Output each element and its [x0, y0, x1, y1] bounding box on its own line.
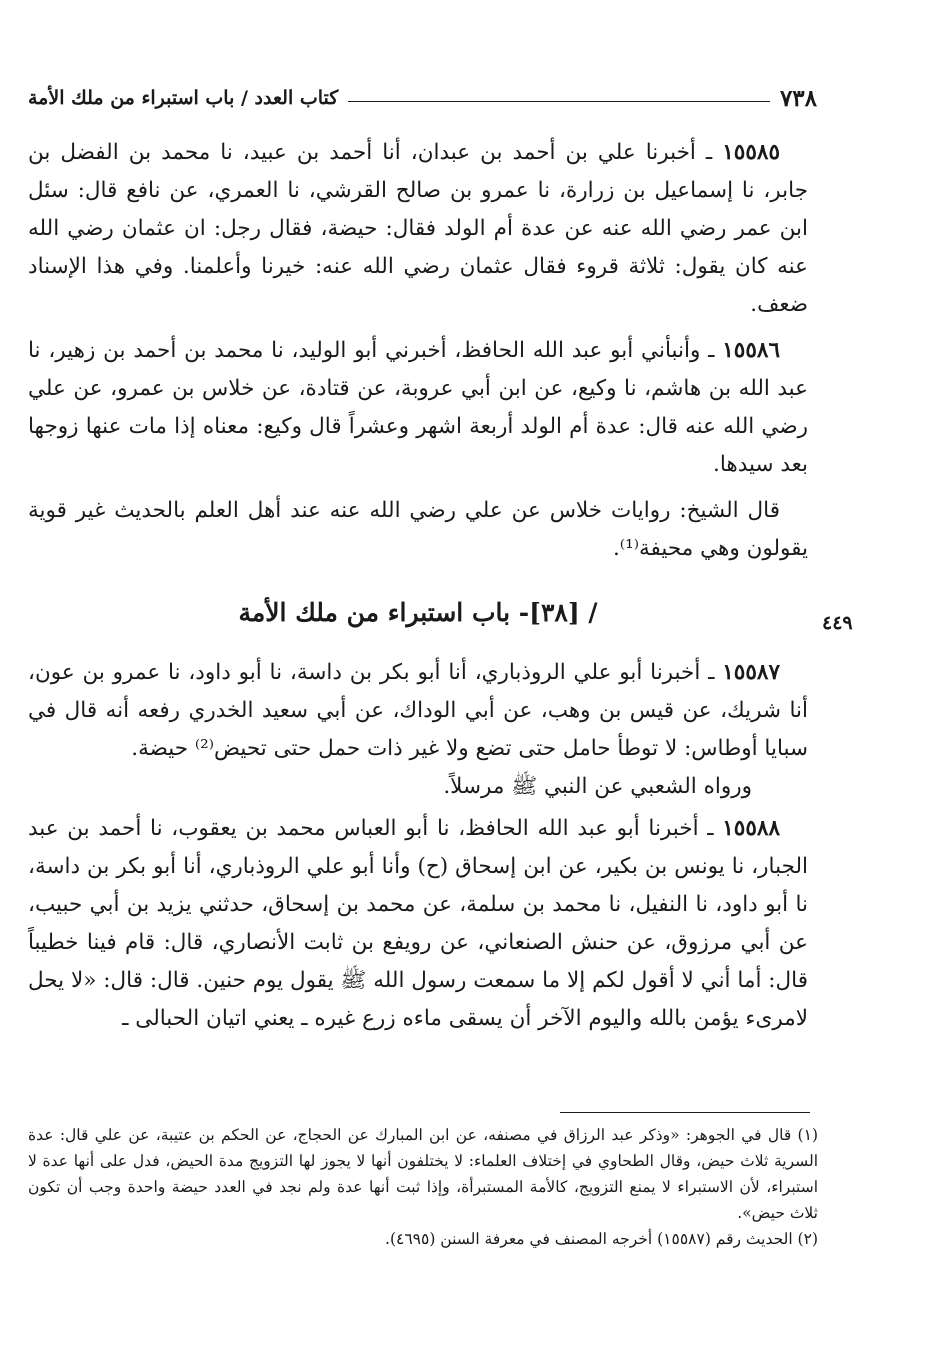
page-number: ٧٣٨	[779, 84, 817, 112]
margin-page-number: ٤٤٩	[822, 612, 853, 634]
hadith-number: ١٥٥٨٧	[722, 660, 780, 685]
note-text: ورواه الشعبي عن النبي ﷺ مرسلاً.	[443, 774, 752, 799]
section-heading: / [٣٨]- باب استبراء من ملك الأمة	[238, 598, 598, 627]
hadith-text: ـ وأنبأني أبو عبد الله الحافظ، أخبرني أبو الوليد، نا محمد بن أحمد بن زهير، نا عبد الله بن هاشم، نا وكيع، عن ابن أبي عروبة، عن قتادة، عن خلاس بن عمرو، عن علي رضي الله عنه قال: عدة أم الولد أربعة اشهر وعشراً قال وكيع: معناه إذا مات عنها زوجها بعد سيدها.	[28, 338, 808, 477]
hadith-number: ١٥٥٨٦	[722, 338, 780, 363]
text-block-bottom	[28, 654, 808, 1038]
hadith-15585	[28, 134, 808, 324]
hadith-text: ـ أخبرنا أبو عبد الله الحافظ، نا أبو العباس محمد بن يعقوب، نا أحمد بن عبد الجبار، نا يونس بن بكير، عن ابن إسحاق (ح) وأنا أبو علي الروذباري، أنا أبو بكر بن داسة، نا أبو داود، نا النفيل، نا محمد بن سلمة، عن محمد بن إسحاق، حدثني يزيد بن أبي حبيب، عن أبي مرزوق، عن حنش الصنعاني، عن رويفع بن ثابت الأنصاري، قال: قام فينا خطيباً قال: أما أني لا أقول لكم إلا ما سمعت رسول الله ﷺ يقول يوم حنين. قال: قال: «لا يحل لامرىء يؤمن بالله واليوم الآخر أن يسقى ماءه زرع غيره ـ يعني اتيان الحبالى ـ	[28, 816, 808, 1031]
hadith-text: ـ أخبرنا أبو علي الروذباري، أنا أبو بكر بن داسة، نا أبو داود، نا عمرو بن عون، أنا شريك، عن قيس بن وهب، عن أبي الوداك، عن أبي سعيد الخدري رفعه أنه قال في سبايا أوطاس: لا توطأ حامل حتى تضع ولا غير ذات حمل حتى تحيض⁽²⁾ حيضة.	[28, 660, 808, 761]
hadith-number: ١٥٥٨٨	[722, 816, 780, 841]
text-block-top	[28, 134, 808, 568]
footnote-2: (٢) الحديث رقم (١٥٥٨٧) أخرجه المصنف في معرفة السنن (٤٦٩٥).	[385, 1230, 818, 1248]
shaykh-comment	[28, 492, 808, 568]
footnote-rule	[560, 1112, 810, 1113]
hadith-text: ـ أخبرنا علي بن أحمد بن عبدان، أنا أحمد بن عبيد، نا محمد بن الفضل بن جابر، نا إسماعيل بن زرارة، نا عمرو بن صالح القرشي، نا العمري، عن نافع قال: سئل ابن عمر رضي الله عنه عن عدة أم الولد فقال: حيضة، فقال رجل: ان عثمان رضي الله عنه كان يقول: ثلاثة قروء فقال عثمان رضي الله عنه: خيرنا وأعلمنا. وفي هذا الإسناد ضعف.	[28, 140, 808, 317]
hadith-15587	[28, 654, 808, 768]
footnote-1: (١) قال في الجوهر: «وذكر عبد الرزاق في مصنفه، عن ابن المبارك عن الحجاج، عن الحكم بن عتيبة، عن علي قال: عدة السرية ثلاث حيض، وقال الطحاوي في إختلاف العلماء: لا يختلفون أنها لا يجوز لها التزويج مدة الحيض، فدل على أنها عدة لا استبراء، لأن الاستبراء لا يمنع التزويج، كالأمة المستبرأة، وإذا ثبت أنها عدة ولم نجد في العدد حيضة واحدة وجب أن تكون ثلاث حيض».	[28, 1126, 818, 1222]
hadith-15588	[28, 810, 808, 1038]
header-rule	[348, 101, 770, 102]
comment-text: قال الشيخ: روايات خلاس عن علي رضي الله عنه عند أهل العلم بالحديث غير قوية يقولون وهي محيفة⁽¹⁾.	[28, 498, 808, 561]
footnotes	[28, 1122, 818, 1252]
shabi-note	[28, 768, 808, 806]
hadith-number: ١٥٥٨٥	[722, 140, 780, 165]
running-header	[28, 80, 817, 116]
hadith-15586	[28, 332, 808, 484]
running-title: كتاب العدد / باب استبراء من ملك الأمة	[28, 87, 339, 109]
